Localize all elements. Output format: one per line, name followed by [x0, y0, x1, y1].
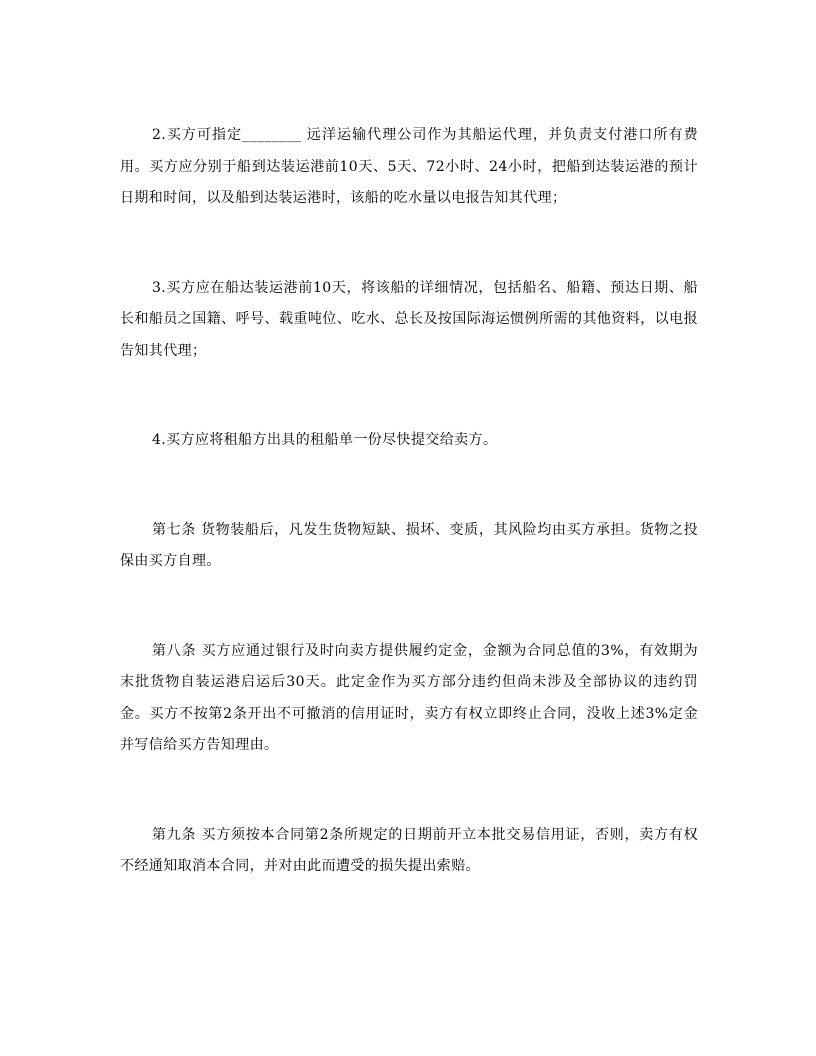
document-page — [120, 120, 698, 883]
paragraph-clause-2: 2.买方可指定________ 远洋运输代理公司作为其船运代理，并负责支付港口所有费用。买方应分别于船到达装运港前10天、5天、72小时、24小时，把船到达装运港的预计日期和时间，以及船到达装运港时，该船的吃水量以电报告知其代理； — [120, 127, 698, 206]
paragraph-article-7: 第七条 货物装船后，凡发生货物短缺、损坏、变质，其风险均由买方承担。货物之投保由买方自理。 — [120, 521, 698, 569]
paragraph-article-8: 第八条 买方应通过银行及时向卖方提供履约定金，金额为合同总值的3%，有效期为末批货物自装运港启运后30天。此定金作为买方部分违约但尚未涉及全部协议的违约罚金。买方不按第2条开出不可撤消的信用证时，卖方有权立即终止合同，没收上述3%定金并写信给买方告知理由。 — [120, 642, 698, 753]
paragraph-spacer — [120, 367, 698, 425]
paragraph-spacer — [120, 215, 698, 273]
paragraph-spacer — [120, 457, 698, 515]
paragraph-clause-3: 3.买方应在船达装运港前10天，将该船的详细情况，包括船名、船籍、预达日期、船长和船员之国籍、呼号、载重吨位、吃水、总长及按国际海运惯例所需的其他资料，以电报告知其代理； — [120, 279, 698, 359]
paragraph-article-9: 第九条 买方须按本合同第2条所规定的日期前开立本批交易信用证，否则，卖方有权不经通知取消本合同，并对由此而遭受的损失提出索赔。 — [120, 826, 698, 874]
paragraph-spacer — [120, 762, 698, 820]
paragraph-spacer — [120, 578, 698, 636]
paragraph-clause-4: 4.买方应将租船方出具的租船单一份尽快提交给卖方。 — [152, 432, 498, 448]
